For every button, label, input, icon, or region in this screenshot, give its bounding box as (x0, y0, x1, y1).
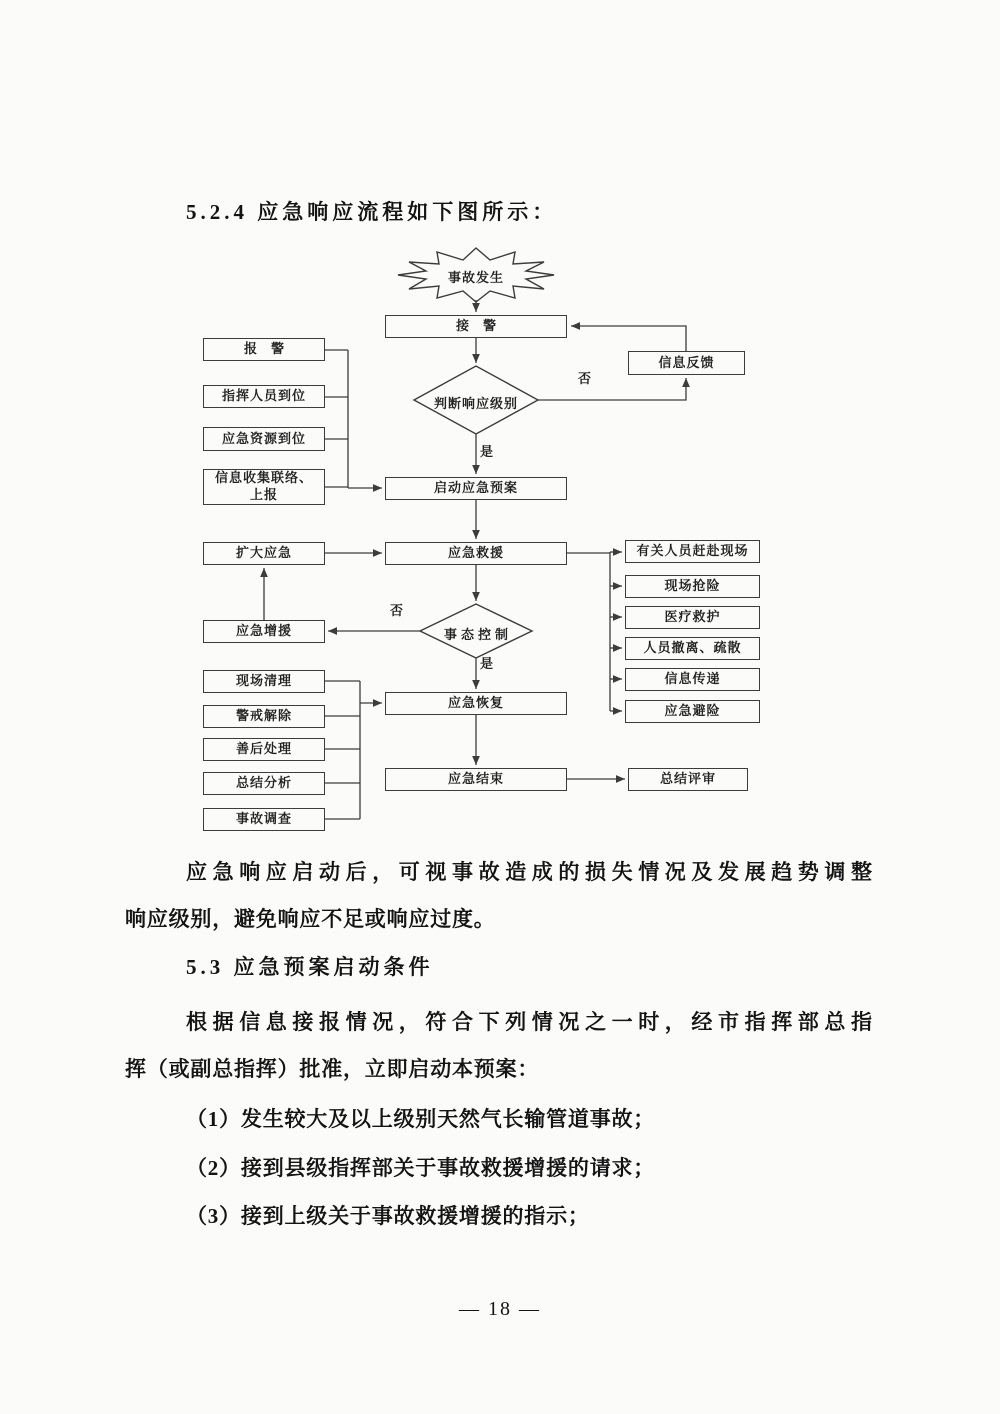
flowchart-node-reinforce: 应急增援 (203, 620, 325, 643)
flowchart-node-receive-alarm: 接警 (385, 315, 567, 338)
flowchart-node-rescue-action-4: 人员撤离、疏散 (625, 637, 760, 660)
condition-item-1: （1）发生较大及以上级别天然气长输管道事故； (186, 1107, 656, 1131)
flowchart-label-no-1: 否 (578, 371, 593, 386)
condition-item-3: （3）接到上级关于事故救援增援的指示； (186, 1204, 590, 1228)
flowchart-node-situation-control: 事态控制 (443, 627, 512, 642)
paragraph-conditions-line-2: 挥（或副总指挥）批准，立即启动本预案： (125, 1057, 540, 1081)
flowchart-node-rescue-action-6: 应急避险 (625, 700, 760, 723)
flowchart-node-closing-action-2: 警戒解除 (203, 705, 325, 728)
flowchart-node-resources-in-place: 应急资源到位 (203, 427, 325, 451)
flowchart-node-closing-action-4: 总结分析 (203, 772, 325, 795)
flowchart-node-expand-emergency: 扩大应急 (203, 542, 325, 565)
section-heading-5-3: 5.3 应急预案启动条件 (186, 955, 434, 979)
flowchart-node-rescue-action-1: 有关人员赶赴现场 (625, 540, 760, 563)
flowchart-node-report-alarm: 报警 (203, 338, 325, 361)
paragraph-after-chart-line-1: 应急响应启动后，可视事故造成的损失情况及发展趋势调整 (186, 860, 878, 884)
page-number: — 18 — (459, 1298, 541, 1320)
section-heading-5-2-4: 5.2.4 应急响应流程如下图所示： (186, 200, 558, 224)
flowchart-label-yes-2: 是 (480, 656, 495, 671)
flowchart-node-rescue-action-2: 现场抢险 (625, 575, 760, 598)
flowchart-node-commanders-in-place: 指挥人员到位 (203, 385, 325, 408)
flowchart-node-closing-action-1: 现场清理 (203, 670, 325, 693)
flowchart-node-start: 事故发生 (447, 270, 504, 285)
paragraph-after-chart-line-2: 响应级别，避免响应不足或响应过度。 (125, 907, 496, 931)
flowchart-node-info-feedback: 信息反馈 (628, 351, 745, 375)
flowchart-label-no-2: 否 (390, 603, 405, 618)
flowchart-node-launch-plan: 启动应急预案 (385, 477, 567, 500)
flowchart-node-review: 总结评审 (628, 768, 748, 791)
flowchart-node-judge-level: 判断响应级别 (433, 396, 518, 411)
flowchart-label-yes-1: 是 (480, 444, 495, 459)
flowchart-node-info-collect-report: 信息收集联络、上报 (203, 469, 325, 505)
flowchart-node-end: 应急结束 (385, 768, 567, 791)
condition-item-2: （2）接到县级指挥部关于事故救援增援的请求； (186, 1156, 656, 1180)
flowchart-node-closing-action-5: 事故调查 (203, 808, 325, 831)
flowchart-node-rescue: 应急救援 (385, 542, 567, 565)
paragraph-conditions-line-1: 根据信息接报情况，符合下列情况之一时，经市指挥部总指 (186, 1010, 878, 1034)
flowchart-node-closing-action-3: 善后处理 (203, 738, 325, 761)
flowchart-node-rescue-action-3: 医疗救护 (625, 606, 760, 629)
flowchart-node-rescue-action-5: 信息传递 (625, 668, 760, 691)
flowchart-node-recovery: 应急恢复 (385, 692, 567, 715)
emergency-response-flowchart (0, 240, 1000, 860)
